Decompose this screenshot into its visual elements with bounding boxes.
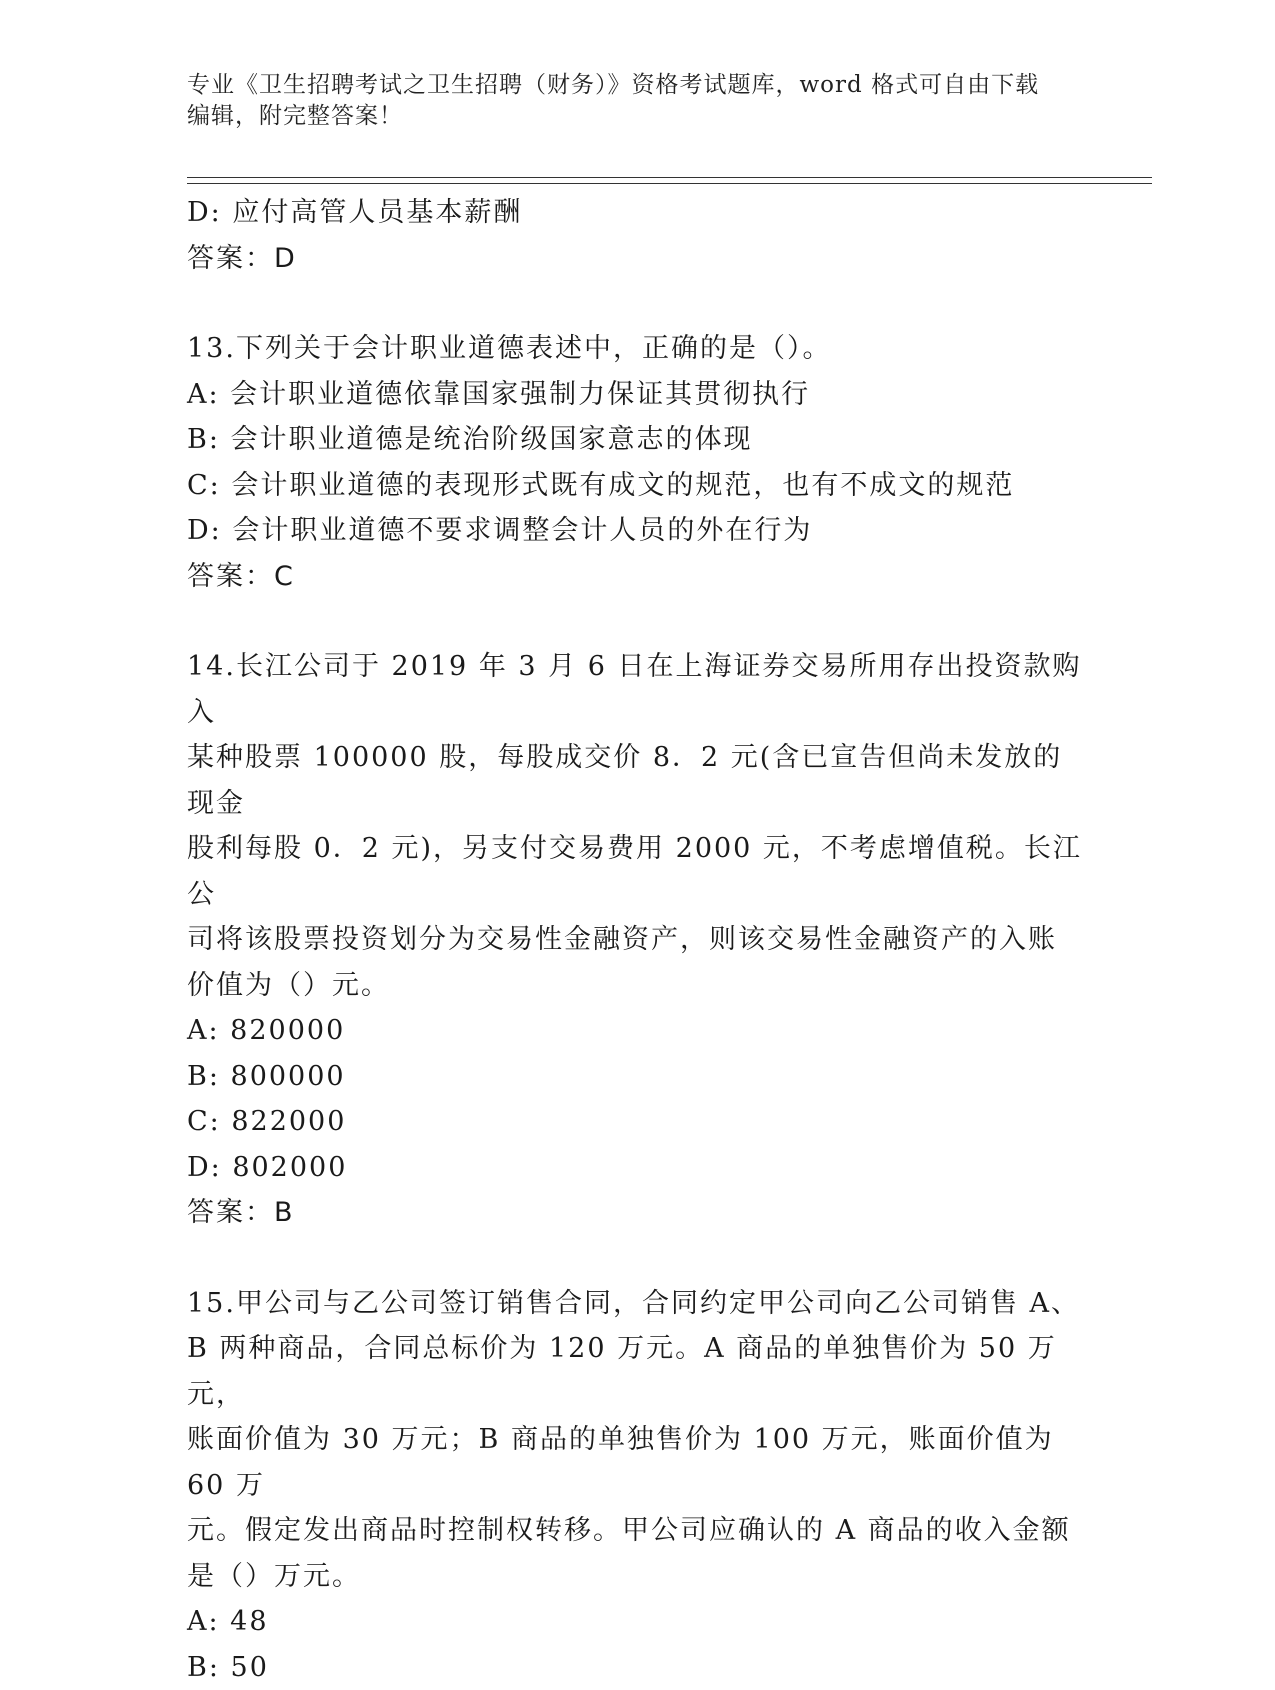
q12-option-d: D: 应付高管人员基本薪酬	[187, 190, 1087, 236]
q13-option-a: A: 会计职业道德依靠国家强制力保证其贯彻执行	[187, 372, 1087, 418]
question-12	[187, 190, 1087, 281]
q14-stem-line: 14.长江公司于 2019 年 3 月 6 日在上海证券交易所用存出投资款购入	[187, 644, 1087, 735]
q14-stem-line: 股利每股 0．2 元)，另支付交易费用 2000 元，不考虑增值税。长江公	[187, 826, 1087, 917]
spacer	[187, 281, 1087, 326]
q14-answer: 答案：B	[187, 1190, 1087, 1236]
q14-stem-line: 某种股票 100000 股，每股成交价 8．2 元(含已宣告但尚未发放的现金	[187, 735, 1087, 826]
q15-option-a: A: 48	[187, 1599, 1087, 1645]
q15-stem-line: 是（）万元。	[187, 1554, 1087, 1600]
q13-option-d: D: 会计职业道德不要求调整会计人员的外在行为	[187, 508, 1087, 554]
q13-answer: 答案：C	[187, 554, 1087, 600]
q15-stem-line: 15.甲公司与乙公司签订销售合同，合同约定甲公司向乙公司销售 A、	[187, 1281, 1087, 1327]
question-13	[187, 326, 1087, 599]
document-body	[187, 190, 1087, 1690]
q14-stem-line: 司将该股票投资划分为交易性金融资产，则该交易性金融资产的入账	[187, 917, 1087, 963]
q15-option-b: B: 50	[187, 1645, 1087, 1690]
q15-stem-line: 元。假定发出商品时控制权转移。甲公司应确认的 A 商品的收入金额	[187, 1508, 1087, 1554]
q12-answer: 答案：D	[187, 236, 1087, 282]
header-line-1: 专业《卫生招聘考试之卫生招聘（财务）》资格考试题库，word 格式可自由下载	[187, 70, 1087, 101]
header-rule-top	[187, 177, 1152, 178]
q13-stem: 13.下列关于会计职业道德表述中，正确的是（）。	[187, 326, 1087, 372]
q14-stem-line: 价值为（）元。	[187, 963, 1087, 1009]
q15-stem-line: 账面价值为 30 万元；B 商品的单独售价为 100 万元，账面价值为 60 万	[187, 1417, 1087, 1508]
header-rule-bottom	[187, 183, 1152, 184]
q15-stem-line: B 两种商品，合同总标价为 120 万元。A 商品的单独售价为 50 万元，	[187, 1326, 1087, 1417]
question-14	[187, 644, 1087, 1236]
q14-option-c: C: 822000	[187, 1099, 1087, 1145]
q13-option-b: B: 会计职业道德是统治阶级国家意志的体现	[187, 417, 1087, 463]
q14-option-d: D: 802000	[187, 1145, 1087, 1191]
spacer	[187, 1236, 1087, 1281]
document-header	[187, 70, 1087, 132]
header-line-2: 编辑，附完整答案！	[187, 101, 1087, 132]
q14-option-a: A: 820000	[187, 1008, 1087, 1054]
question-15	[187, 1281, 1087, 1690]
spacer	[187, 599, 1087, 644]
q13-option-c: C: 会计职业道德的表现形式既有成文的规范，也有不成文的规范	[187, 463, 1087, 509]
q14-option-b: B: 800000	[187, 1054, 1087, 1100]
